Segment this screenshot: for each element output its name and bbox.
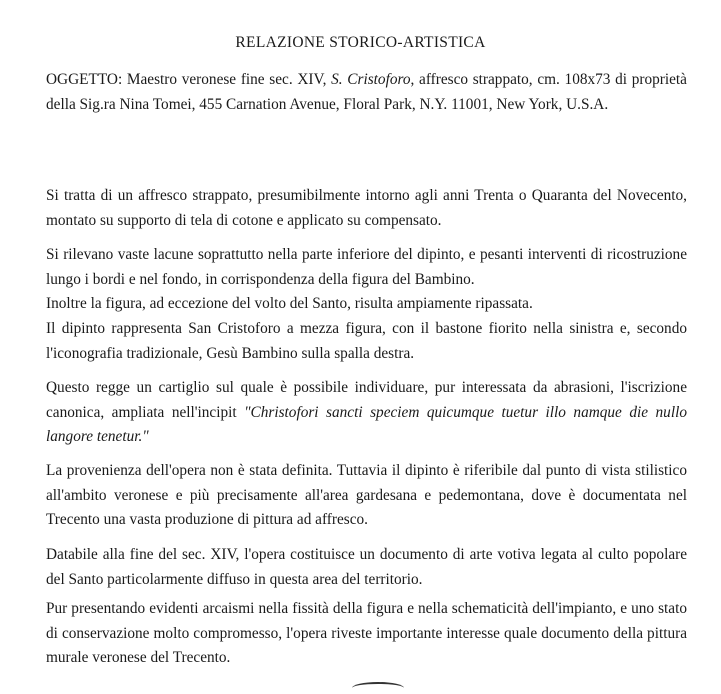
paragraph-provenance: La provenienza dell'opera non è stata definita. Tuttavia il dipinto è riferibile dal punto di vista stilistico all'ambito veronese e più precisamente all'area gardesana e pedemontana, dove è documentata nel Trecento una vasta produzione di pittura ad affresco. <box>46 462 687 528</box>
paragraph-repainting: Inoltre la figura, ad eccezione del volto del Santo, risulta ampiamente ripassata. <box>46 295 533 312</box>
subject-rest: , affresco strappato, cm. 108x73 di proprietà della Sig.ra Nina Tomei, 455 Carnation Avenue, Floral Park, N.Y. 11001, New York, U.S.A. <box>46 71 687 113</box>
paragraph-subject: Il dipinto rappresenta San Cristoforo a mezza figura, con il bastone fiorito nella sinistra e, secondo l'iconografia tradizionale, Gesù Bambino sulla spalla destra. <box>46 320 687 362</box>
inscription-lead: Questo regge un cartiglio sul quale è possibile individuare, pur interessata da abrasioni, l'iscrizione canonica, ampliata nell'incipit <box>46 379 687 421</box>
inscription-quote: "Christofori sancti speciem quicumque tuetur illo namque die nullo langore tenetur." <box>46 403 687 445</box>
paragraph-technique: Si tratta di un affresco strappato, presumibilmente intorno agli anni Trenta o Quaranta del Novecento, montato su supporto di tela di cotone e applicato su compensato. <box>46 187 687 229</box>
paragraph-losses: Si rilevano vaste lacune soprattutto nella parte inferiore del dipinto, e pesanti interventi di ricostruzione lungo i bordi e nel fondo, in corrispondenza della figura del Bambino. <box>46 246 687 288</box>
subject-title-italic: S. Cristoforo <box>331 71 411 88</box>
paragraph-assessment: Pur presentando evidenti arcaismi nella fissità della figura e nella schematicità dell'impianto, e uno stato di conservazione molto compromesso, l'opera riveste importante interesse quale documento della pittura murale veronese del Trecento. <box>46 600 687 666</box>
document-title: RELAZIONE STORICO-ARTISTICA <box>235 34 486 51</box>
subject-paragraph <box>46 67 687 117</box>
paragraph-dating: Databile alla fine del sec. XIV, l'opera costituisce un documento di arte votiva legata al culto popolare del Santo particolarmente diffuso in questa area del territorio. <box>46 546 687 588</box>
paragraph-inscription <box>46 376 687 450</box>
subject-lead: OGGETTO: Maestro veronese fine sec. XIV, <box>46 71 332 88</box>
signature-mark <box>352 682 404 694</box>
